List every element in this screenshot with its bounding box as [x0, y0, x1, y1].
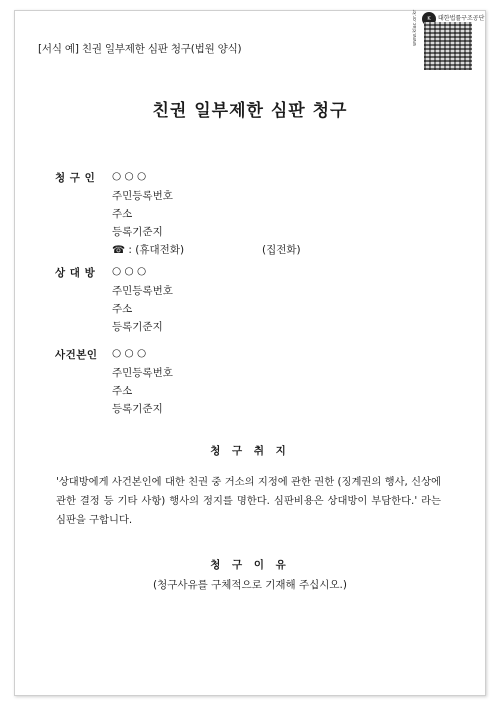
document-title: 친권 일부제한 심판 청구	[152, 101, 348, 121]
claimant-phone: ☎ : (휴대전화)	[112, 244, 185, 256]
stamp-url: www.klac.or.kr	[412, 9, 418, 46]
claimant-address: 주소	[112, 208, 133, 220]
respondent-label: 상 대 방	[55, 267, 96, 279]
claimant-label: 청 구 인	[55, 172, 96, 184]
principal-name: ○ ○ ○	[112, 347, 147, 359]
stamp-brand: 대한법률구조공단	[438, 15, 485, 22]
respondent-address: 주소	[112, 303, 133, 315]
klac-stamp	[412, 9, 485, 72]
reason-note: (청구사유를 구체적으로 기재해 주십시오.)	[153, 579, 347, 591]
claimant-name: ○ ○ ○	[112, 170, 147, 182]
qr-code-icon	[424, 22, 472, 70]
purpose-text: '상대방에게 사건본인에 대한 친권 중 거소의 지정에 관한 권한 (징계권의 행사, 신상에 관한 결정 등 기타 사항) 행사의 정지를 명한다. 심판비용은 상대방이 부담한다.' 라는 심판을 구합니다.	[56, 476, 441, 526]
purpose-heading: 청 구 취 지	[210, 445, 290, 457]
principal-label: 사건본인	[55, 349, 98, 361]
claimant-registered-domicile: 등록기준지	[112, 226, 163, 238]
respondent-id-number: 주민등록번호	[112, 285, 173, 297]
claimant-id-number: 주민등록번호	[112, 190, 173, 202]
form-header-note: [서식 예] 친권 일부제한 심판 청구(법원 양식)	[38, 43, 242, 55]
reason-heading: 청 구 이 유	[210, 559, 290, 571]
claimant-home-phone: (집전화)	[262, 244, 301, 256]
principal-registered-domicile: 등록기준지	[112, 403, 163, 415]
klac-logo-icon: K	[422, 12, 436, 26]
principal-address: 주소	[112, 385, 133, 397]
respondent-name: ○ ○ ○	[112, 265, 147, 277]
respondent-registered-domicile: 등록기준지	[112, 321, 163, 333]
principal-id-number: 주민등록번호	[112, 367, 173, 379]
